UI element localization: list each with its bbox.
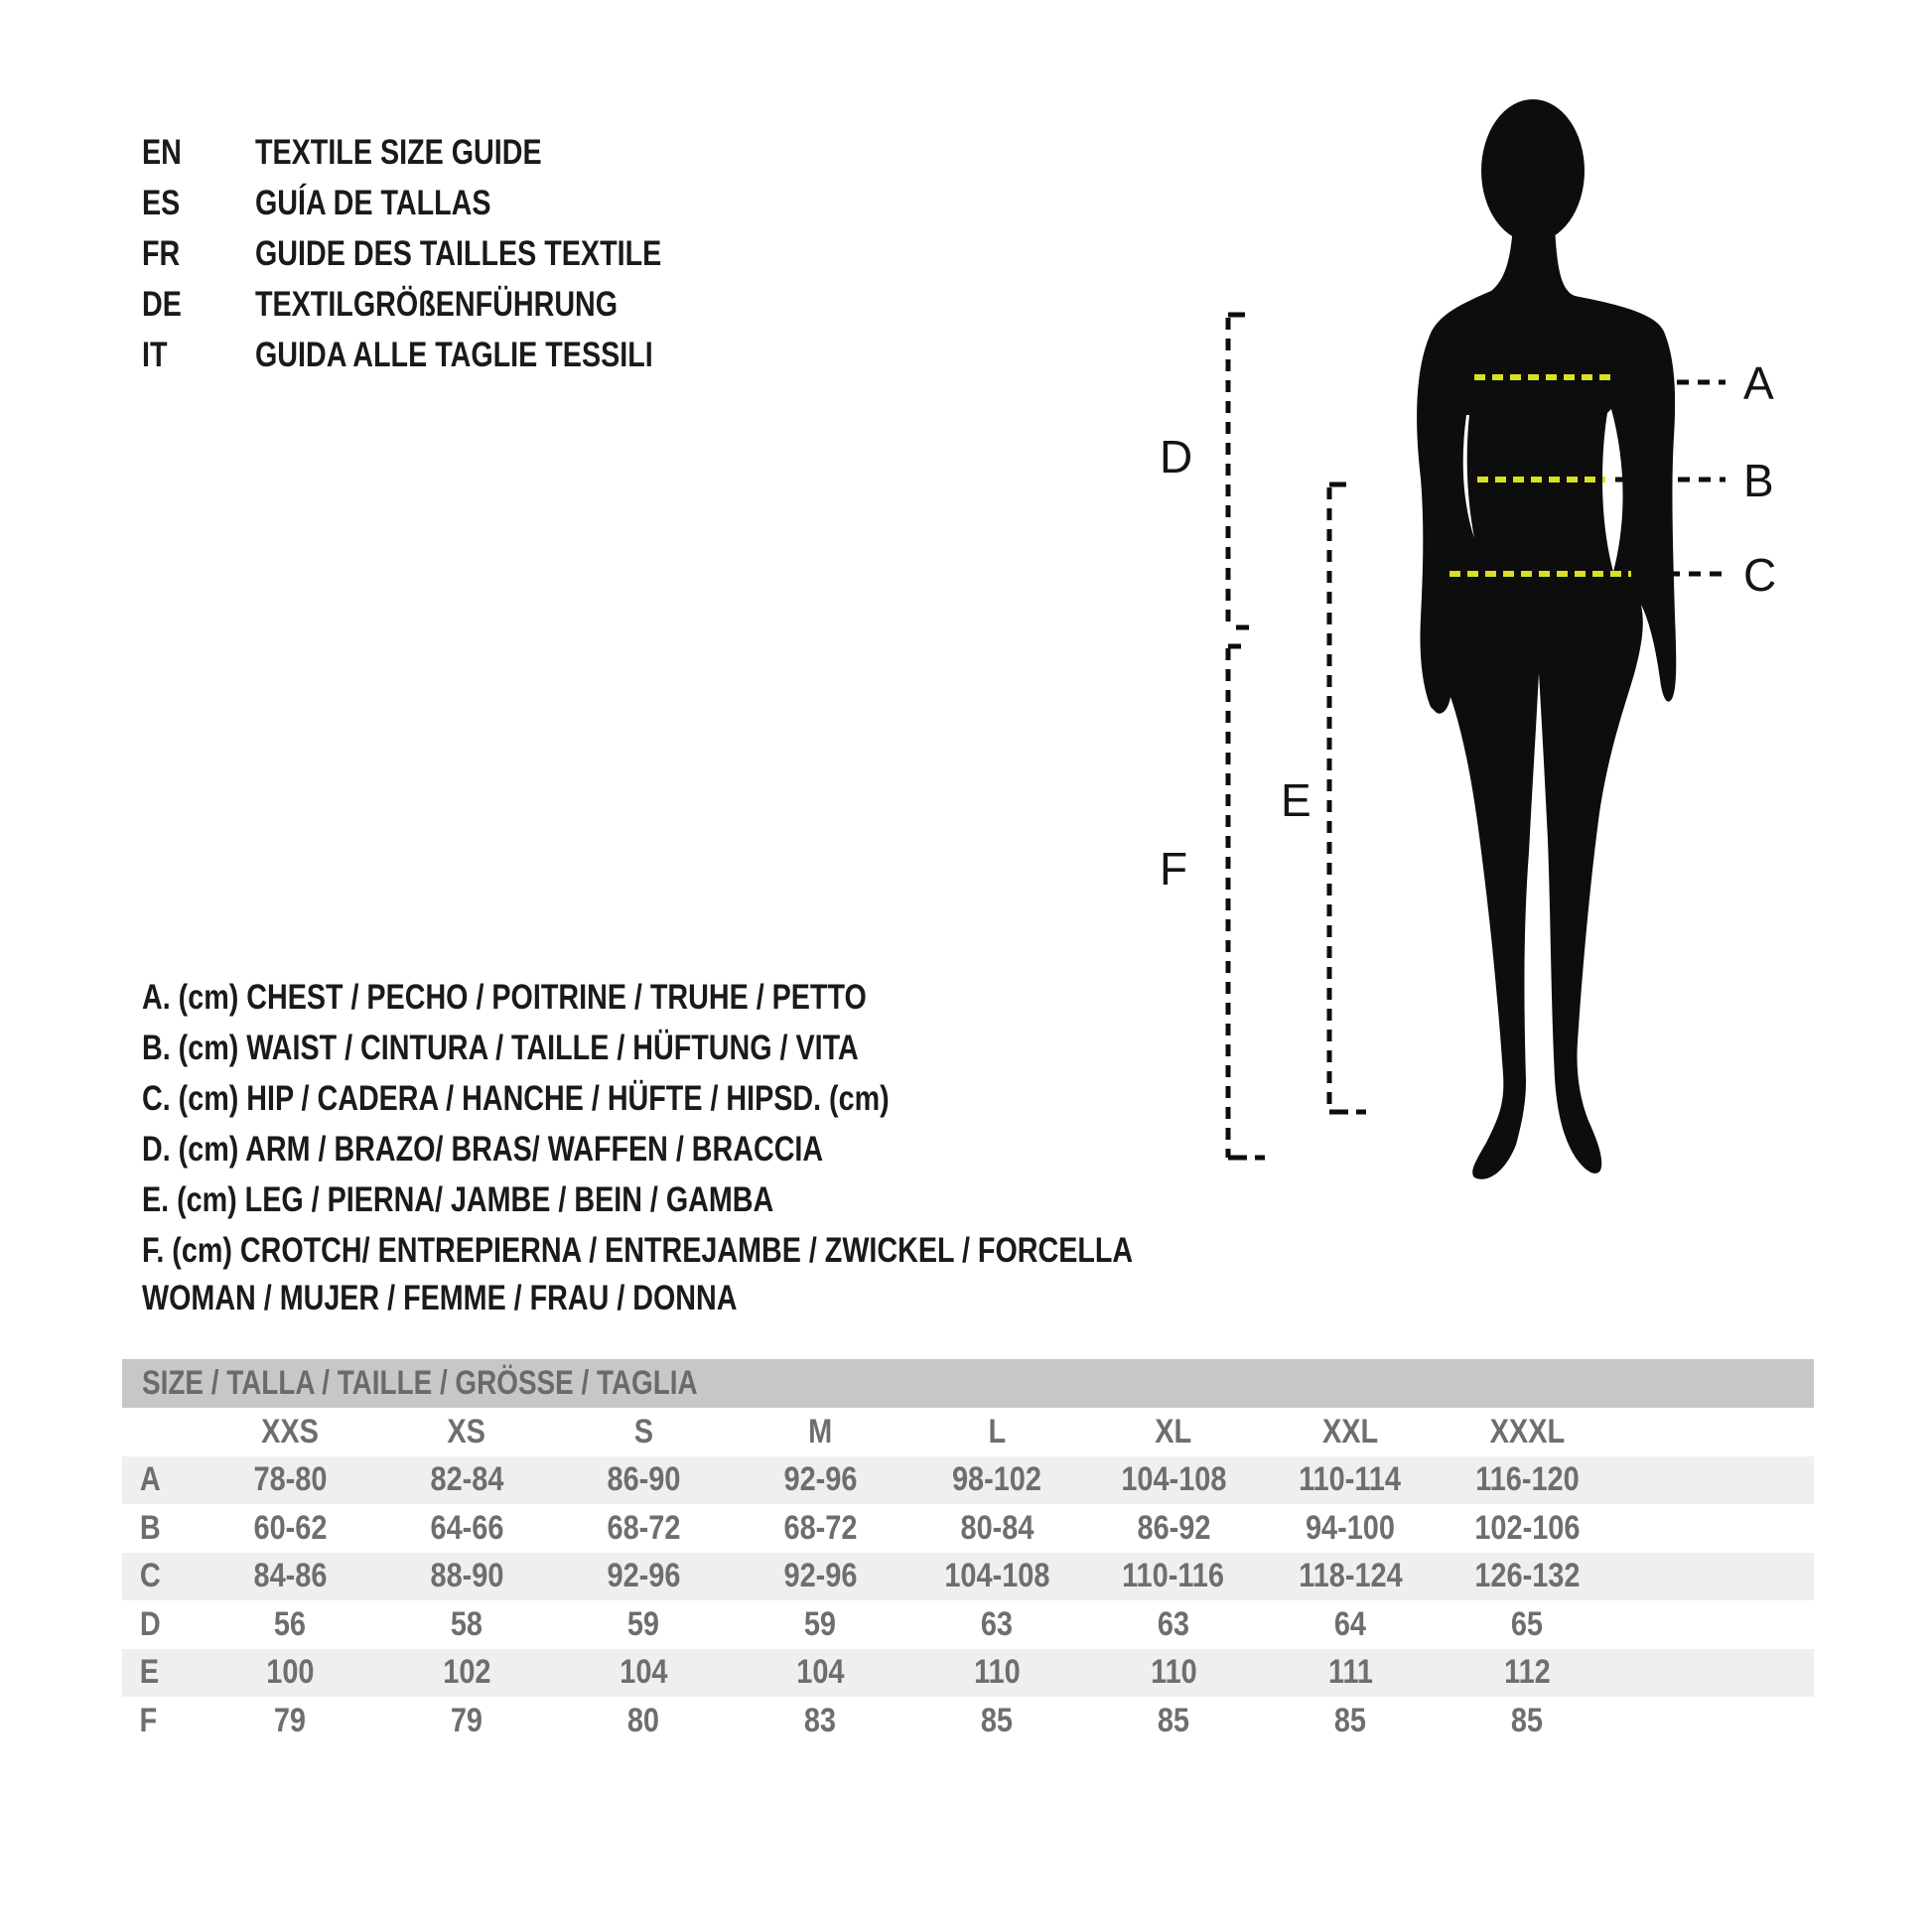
marker-b-label: B [1743,455,1774,506]
language-row-fr [142,228,775,279]
column-header-m: M [807,1412,833,1450]
marker-f-label: F [1160,843,1188,895]
row-label: D [139,1604,161,1643]
language-title: GUÍA DE TALLAS [254,184,491,222]
crotch-measure-line-f [1228,648,1265,1158]
language-code: FR [142,234,181,273]
language-row-de [142,279,775,330]
language-row-it [142,330,775,380]
language-title: GUIDE DES TAILLES TEXTILE [254,234,662,273]
woman-silhouette [1417,99,1676,1179]
marker-c-label: C [1743,549,1777,601]
arm-measure-line-d [1228,315,1249,646]
column-header-l: L [988,1412,1006,1450]
row-label: C [139,1557,161,1595]
table-row-f: F 79 79 80 83 85 85 85 85 [122,1697,1814,1745]
table-row-c: C 84-86 88-90 92-96 92-96 104-108 110-116 118-124 126-132 [122,1553,1814,1601]
language-code: ES [142,184,181,222]
row-label: F [139,1701,158,1739]
legend-row-a: A. (cm) CHEST / PECHO / POITRINE / TRUHE / PETTO [142,978,867,1017]
measurement-figure [1112,60,1932,1261]
table-row-b: B 60-62 64-66 68-72 68-72 80-84 86-92 94-100 102-106 [122,1504,1814,1553]
language-title: GUIDA ALLE TAGLIE TESSILI [254,336,653,374]
language-title: TEXTILGRÖßENFÜHRUNG [254,285,619,324]
language-code: IT [142,336,168,374]
legend-row-b: B. (cm) WAIST / CINTURA / TAILLE / HÜFTUNG / VITA [142,1029,859,1067]
row-label: A [139,1460,161,1499]
row-label: B [139,1508,161,1547]
language-title-block [142,127,775,380]
language-code: EN [142,133,182,172]
gender-heading: WOMAN / MUJER / FEMME / FRAU / DONNA [142,1279,738,1317]
column-header-s: S [633,1412,653,1450]
table-row-e: E 100 102 104 104 110 110 111 112 [122,1649,1814,1698]
size-table [122,1359,1814,1745]
size-table-header-bar: SIZE / TALLA / TAILLE / GRÖSSE / TAGLIA [122,1359,1814,1408]
language-row-es [142,178,775,228]
marker-a-label: A [1743,357,1774,409]
legend-row-d: D. (cm) ARM / BRAZO/ BRAS/ WAFFEN / BRACCIA [142,1130,824,1169]
marker-d-label: D [1160,431,1193,483]
table-row-d: D 56 58 59 59 63 63 64 65 [122,1600,1814,1649]
language-code: DE [142,285,182,324]
column-header-xl: XL [1155,1412,1192,1450]
table-row-a: A 78-80 82-84 86-90 92-96 98-102 104-108 110-114 116-120 [122,1456,1814,1505]
language-title: TEXTILE SIZE GUIDE [254,133,542,172]
leg-measure-line-e [1329,484,1366,1112]
language-row-en [142,127,775,178]
column-header-xxs: XXS [261,1412,319,1450]
legend-row-c: C. (cm) HIP / CADERA / HANCHE / HÜFTE / HIPSD. (cm) [142,1079,890,1118]
marker-e-label: E [1281,774,1311,826]
legend-row-f: F. (cm) CROTCH/ ENTREPIERNA / ENTREJAMBE / ZWICKEL / FORCELLA [142,1231,1134,1270]
column-header-xs: XS [447,1412,486,1450]
column-header-xxl: XXL [1321,1412,1379,1450]
size-table-columns-row [122,1408,1814,1456]
legend-row-e: E. (cm) LEG / PIERNA/ JAMBE / BEIN / GAMBA [142,1180,774,1219]
row-label: E [139,1653,159,1692]
column-header-xxxl: XXXL [1489,1412,1565,1450]
